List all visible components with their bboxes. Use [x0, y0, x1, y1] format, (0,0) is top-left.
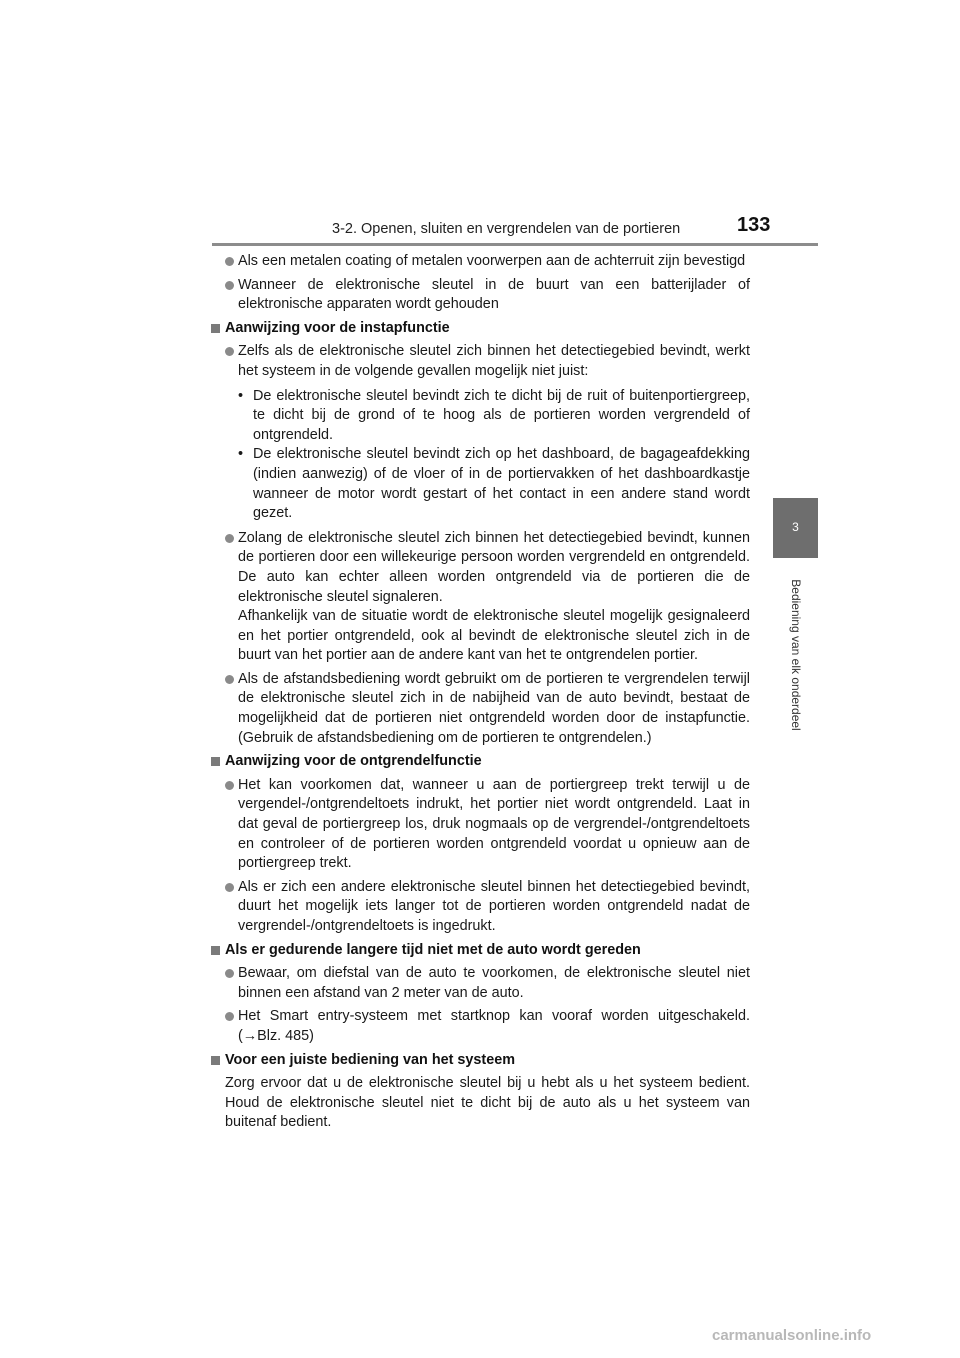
sub-list-item-text: De elektronische sleutel bevindt zich op het dashboard, de bagageafdekking (indien aanwezig) of de vloer of in de portiervakken of het dashboardkastje wanneer de motor wordt gestart of het contact in een andere stand wordt gezet. [253, 446, 750, 522]
list-item [210, 342, 750, 381]
round-bullet-icon [225, 969, 234, 978]
watermark: carmanualsonline.info [712, 1327, 872, 1344]
section-heading [210, 319, 750, 339]
section-heading [210, 941, 750, 961]
chapter-title: Bediening van elk onderdeel [789, 579, 803, 731]
section-heading-text: Aanwijzing voor de ontgrendelfunctie [225, 753, 482, 770]
sub-list-item [210, 445, 750, 523]
round-bullet-icon [225, 675, 234, 684]
list-item-text: Als er zich een andere elektronische sleutel binnen het detectiegebied bevindt, duurt het mogelijk iets langer tot de portieren worden ontgrendeld nadat de vergrendel-/ontgrendeltoets is ingedrukt. [238, 878, 750, 934]
sub-list-item-text: De elektronische sleutel bevindt zich te dicht bij de ruit of buitenportiergreep, te dicht bij de grond of te hoog als de portieren worden vergrendeld of ontgrendeld. [253, 387, 750, 443]
section-title: 3-2. Openen, sluiten en vergrendelen van de portieren [332, 221, 681, 237]
list-item [210, 670, 750, 748]
square-bullet-icon [211, 757, 220, 766]
list-item-text: Als een metalen coating of metalen voorwerpen aan de achterruit zijn bevestigd [238, 253, 746, 269]
sub-list-item [210, 387, 750, 446]
section-heading-text: Voor een juiste bediening van het systeem [225, 1051, 516, 1068]
chapter-number: 3 [792, 520, 799, 534]
round-bullet-icon [225, 534, 234, 543]
square-bullet-icon [211, 946, 220, 955]
sub-bullet-icon: • [238, 446, 244, 463]
sub-list [210, 387, 750, 524]
list-item [210, 964, 750, 1003]
page-header [0, 0, 960, 248]
section-heading [210, 1051, 750, 1071]
list-item-text: Als de afstandsbediening wordt gebruikt om de portieren te vergrendelen terwijl de elektronische sleutel zich in de nabijheid van de auto bevindt, bestaat de mogelijkheid dat de portieren niet ontgrendeld worden door de instapfunctie. (Gebruik de afstandsbediening om de portieren te ontgrendelen.) [238, 670, 750, 746]
square-bullet-icon [211, 1056, 220, 1065]
section-heading-text: Als er gedurende langere tijd niet met de auto wordt gereden [225, 941, 641, 958]
list-item [210, 1007, 750, 1046]
round-bullet-icon [225, 347, 234, 356]
body-paragraph: Zorg ervoor dat u de elektronische sleutel bij u hebt als u het systeem bedient. Houd de elektronische sleutel niet te dicht bij de auto als u het systeem van buitenaf bedient. [225, 1075, 750, 1131]
list-item-text: Wanneer de elektronische sleutel in de buurt van een batterijlader of elektronische apparaten wordt gehouden [238, 276, 750, 313]
section-heading-text: Aanwijzing voor de instapfunctie [225, 319, 450, 336]
chapter-tab [773, 498, 818, 558]
section-heading [210, 752, 750, 772]
list-item [210, 276, 750, 315]
header-divider [212, 243, 818, 246]
list-item [210, 878, 750, 937]
round-bullet-icon [225, 781, 234, 790]
sub-bullet-icon: • [238, 387, 244, 404]
list-item [210, 529, 750, 666]
list-item-text: Het kan voorkomen dat, wanneer u aan de portiergreep trekt terwijl u de vergendel-/ontgrendeltoets indrukt, het portier niet wordt ontgrendeld. Laat in dat geval de portiergreep los, druk nogmaals op de vergrendel-/ontgrendeltoets en controleer of de portieren worden ontgrendeld voordat u opnieuw aan de portiergreep trekt. [238, 776, 750, 872]
round-bullet-icon [225, 1012, 234, 1021]
list-item-text: Zolang de elektronische sleutel zich binnen het detectiegebied bevindt, kunnen de portieren door een willekeurige persoon worden vergrendeld en ontgrendeld. De auto kan echter alleen worden ontgrendeld via de portieren die de elektronische sleutel signaleren. [238, 529, 750, 605]
round-bullet-icon [225, 257, 234, 266]
list-item-text: Zelfs als de elektronische sleutel zich binnen het detectiegebied bevindt, werkt het systeem in de volgende gevallen mogelijk niet juist: [238, 343, 750, 379]
round-bullet-icon [225, 281, 234, 290]
list-item [210, 252, 750, 272]
list-item-text-continued: Afhankelijk van de situatie wordt de elektronische sleutel mogelijk gesignaleerd en het portier ontgrendeld, ook al bevindt de elektronische sleutel zich in de buurt van het portier aan de andere kant van het te ontgrendelen portier. [238, 608, 750, 664]
list-item-text: Bewaar, om diefstal van de auto te voorkomen, de elektronische sleutel niet binnen een afstand van 2 meter van de auto. [238, 965, 750, 1001]
list-item [210, 776, 750, 874]
page-content [210, 252, 750, 1137]
square-bullet-icon [211, 324, 220, 333]
list-item-text: Het Smart entry-systeem met startknop kan vooraf worden uitgeschakeld. (→Blz. 485) [238, 1008, 750, 1044]
round-bullet-icon [225, 883, 234, 892]
page-number: 133 [737, 214, 771, 236]
